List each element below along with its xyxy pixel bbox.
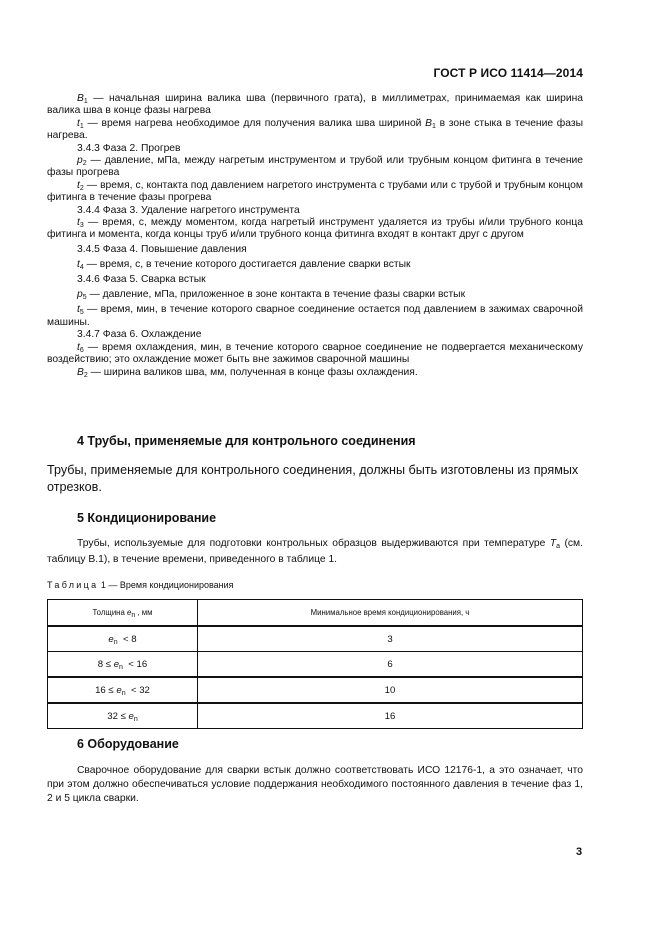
variable-symbol: B: [77, 93, 84, 104]
definition-B2: $B_2$ — ширина валиков шва, мм, полученная в конце фазы охлаждения.: [77, 366, 418, 379]
section5-heading: 5 Кондиционирование: [77, 511, 217, 525]
thickness-cell: $32 \le e_n$: [48, 703, 198, 729]
phase6-heading: 3.4.7 Фаза 6. Охлаждение: [77, 329, 202, 341]
phase5-heading: 3.4.6 Фаза 5. Сварка встык: [77, 274, 206, 286]
section5-text: Трубы, используемые для подготовки контрольных образцов выдерживаются при температуре $T_a$ (см. таблицу В.1), в течение времени, приведенного в таблице 1.: [47, 538, 583, 565]
header-min-time: Минимальное время кондиционирования, ч: [198, 600, 583, 627]
time-cell: 16: [198, 703, 583, 729]
definition-t1: $t_1$ — время нагрева необходимое для получения валика шва шириной $B_1$ в зоне стыка в течение фазы нагрева.: [47, 117, 583, 142]
definition-t5: $t_5$ — время, мин, в течение которого сварное соединение остается под давлением в зажимах сварочной машины.: [47, 304, 583, 328]
table-header-row: [48, 600, 583, 627]
table-caption: Таблица 1 — Время кондиционирования: [47, 580, 234, 590]
definition-t3: $t_3$ — время, с, между моментом, когда нагретый инструмент удаляется из трубы и/или трубного конца фитинга и момента, когда концы труб и/или трубного конца фитинга входят в контакт друг с другом: [47, 217, 583, 241]
time-cell: 6: [198, 652, 583, 678]
section6-heading: 6 Оборудование: [77, 737, 179, 751]
table-row: [48, 703, 583, 729]
table-row: [48, 677, 583, 703]
page-number: 3: [576, 846, 583, 858]
phase4-heading: 3.4.5 Фаза 4. Повышение давления: [77, 244, 247, 256]
definition-B1: $B_1$ — начальная ширина валика шва (первичного грата), в миллиметрах, принимаемая как ширина валика шва в конце фазы нагрева: [47, 93, 583, 117]
standard-code-header: ГОСТ Р ИСО 11414—2014: [433, 66, 583, 80]
definition-t2: $t_2$ — время, с, контакта под давлением нагретого инструмента с трубами или с трубой и трубным концом фитинга в течение фазы прогрева: [47, 179, 583, 204]
conditioning-table: [47, 599, 583, 729]
section6-text: Сварочное оборудование для сварки встык должно соответствовать ИСО 12176-1, а это означает, что при этом должно обеспечиваться условие поддержания необходимого постоянного давления в течение фаз 1, 2 и 5 цикла сварки.: [47, 765, 583, 804]
table-row: [48, 626, 583, 652]
section4-text: Трубы, применяемые для контрольного соединения, должны быть изготовлены из прямых отрезков.: [47, 463, 579, 494]
phase2-heading: 3.4.3 Фаза 2. Прогрев: [77, 142, 181, 154]
header-thickness: Толщина $e_n$ , мм: [48, 600, 198, 627]
time-cell: 3: [198, 626, 583, 652]
definition-t6: $t_6$ — время охлаждения, мин, в течение которого сварное соединение не подвергается механическому воздействию; это охлаждение может быть вне зажимов сварочной машины: [47, 341, 583, 366]
definition-p2: $p_2$ — давление, мПа, между нагретым инструментом и трубой или трубным концом фитинга в течение фазы прогрева: [47, 155, 583, 179]
table-row: [48, 652, 583, 678]
thickness-cell: $16 \le e_n < 32$: [48, 677, 198, 703]
thickness-cell: $8 \le e_n < 16$: [48, 652, 198, 678]
definition-t4: $t_4$ — время, с, в течение которого достигается давление сварки встык: [77, 259, 411, 272]
thickness-cell: $e_n < 8$: [48, 626, 198, 652]
phase3-heading: 3.4.4 Фаза 3. Удаление нагретого инструмента: [77, 204, 300, 216]
section4-heading: 4 Трубы, применяемые для контрольного соединения: [77, 434, 416, 448]
definitions-section: [47, 93, 583, 379]
time-cell: 10: [198, 677, 583, 703]
definition-p5: $p_5$ — давление, мПа, приложенное в зоне контакта в течение фазы сварки встык: [77, 289, 466, 302]
